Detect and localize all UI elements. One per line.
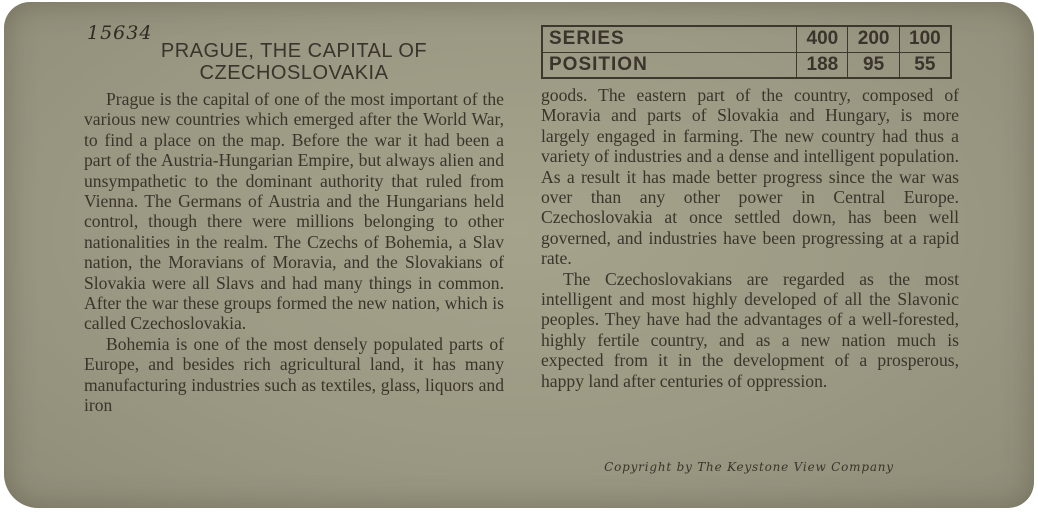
left-text-column bbox=[84, 89, 504, 416]
left-paragraph-2: Bohemia is one of the most densely populated parts of Europe, and besides rich agricultural land, it has many manufacturing industries such as textiles, glass, liquors and iron bbox=[84, 333, 504, 416]
series-position-table bbox=[541, 25, 952, 79]
position-value: 55 bbox=[899, 52, 951, 78]
series-label: SERIES bbox=[542, 26, 797, 52]
position-value: 95 bbox=[848, 52, 899, 78]
series-value: 100 bbox=[899, 26, 951, 52]
right-paragraph-1: goods. The eastern part of the country, composed of Moravia and parts of Slovakia and Hungary, is more largely engaged in farming. The new country had thus a variety of industries and a dense and intelligent population. As a result it has made better progress since the war was over than any other power in Central Europe. Czechoslovakia at once settled down, has been well governed, and industries have been progressing at a rapid rate. bbox=[541, 85, 959, 269]
series-value: 200 bbox=[848, 26, 899, 52]
position-value: 188 bbox=[797, 52, 848, 78]
right-text-column bbox=[541, 85, 959, 391]
position-row bbox=[542, 52, 951, 78]
series-value: 400 bbox=[797, 26, 848, 52]
position-label: POSITION bbox=[542, 52, 797, 78]
series-row bbox=[542, 26, 951, 52]
catalog-number: 15634 bbox=[87, 22, 153, 44]
copyright-line: Copyright by The Keystone View Company bbox=[604, 460, 894, 474]
left-paragraph-1: Prague is the capital of one of the most important of the various new countries which emerged after the World War, to find a place on the map. Before the war it had been a part of the Austria-Hungarian Empire, but always alien and unsympathetic to the dominant authority that ruled from Vienna. The Germans of Austria and the Hungarians held control, though there were millions belonging to other nationalities in the realm. The Czechs of Bohemia, a Slav nation, the Moravians of Moravia, and the Slovakians of Slovakia were all Slavs and had many things in common. After the war these groups formed the new nation, which is called Czechoslovakia. bbox=[84, 89, 504, 334]
stereoview-card-back bbox=[4, 2, 1034, 508]
card-title-line1: PRAGUE, THE CAPITAL OF bbox=[160, 40, 428, 62]
right-paragraph-2: The Czechoslovakians are regarded as the most intelligent and most highly developed of all the Slavonic peoples. They have had the advantages of a well-forested, highly fertile country, and as a new nation much is expected from it in the development of a prosperous, happy land after centuries of oppression. bbox=[541, 268, 959, 391]
card-title-line2: CZECHOSLOVAKIA bbox=[199, 62, 389, 84]
